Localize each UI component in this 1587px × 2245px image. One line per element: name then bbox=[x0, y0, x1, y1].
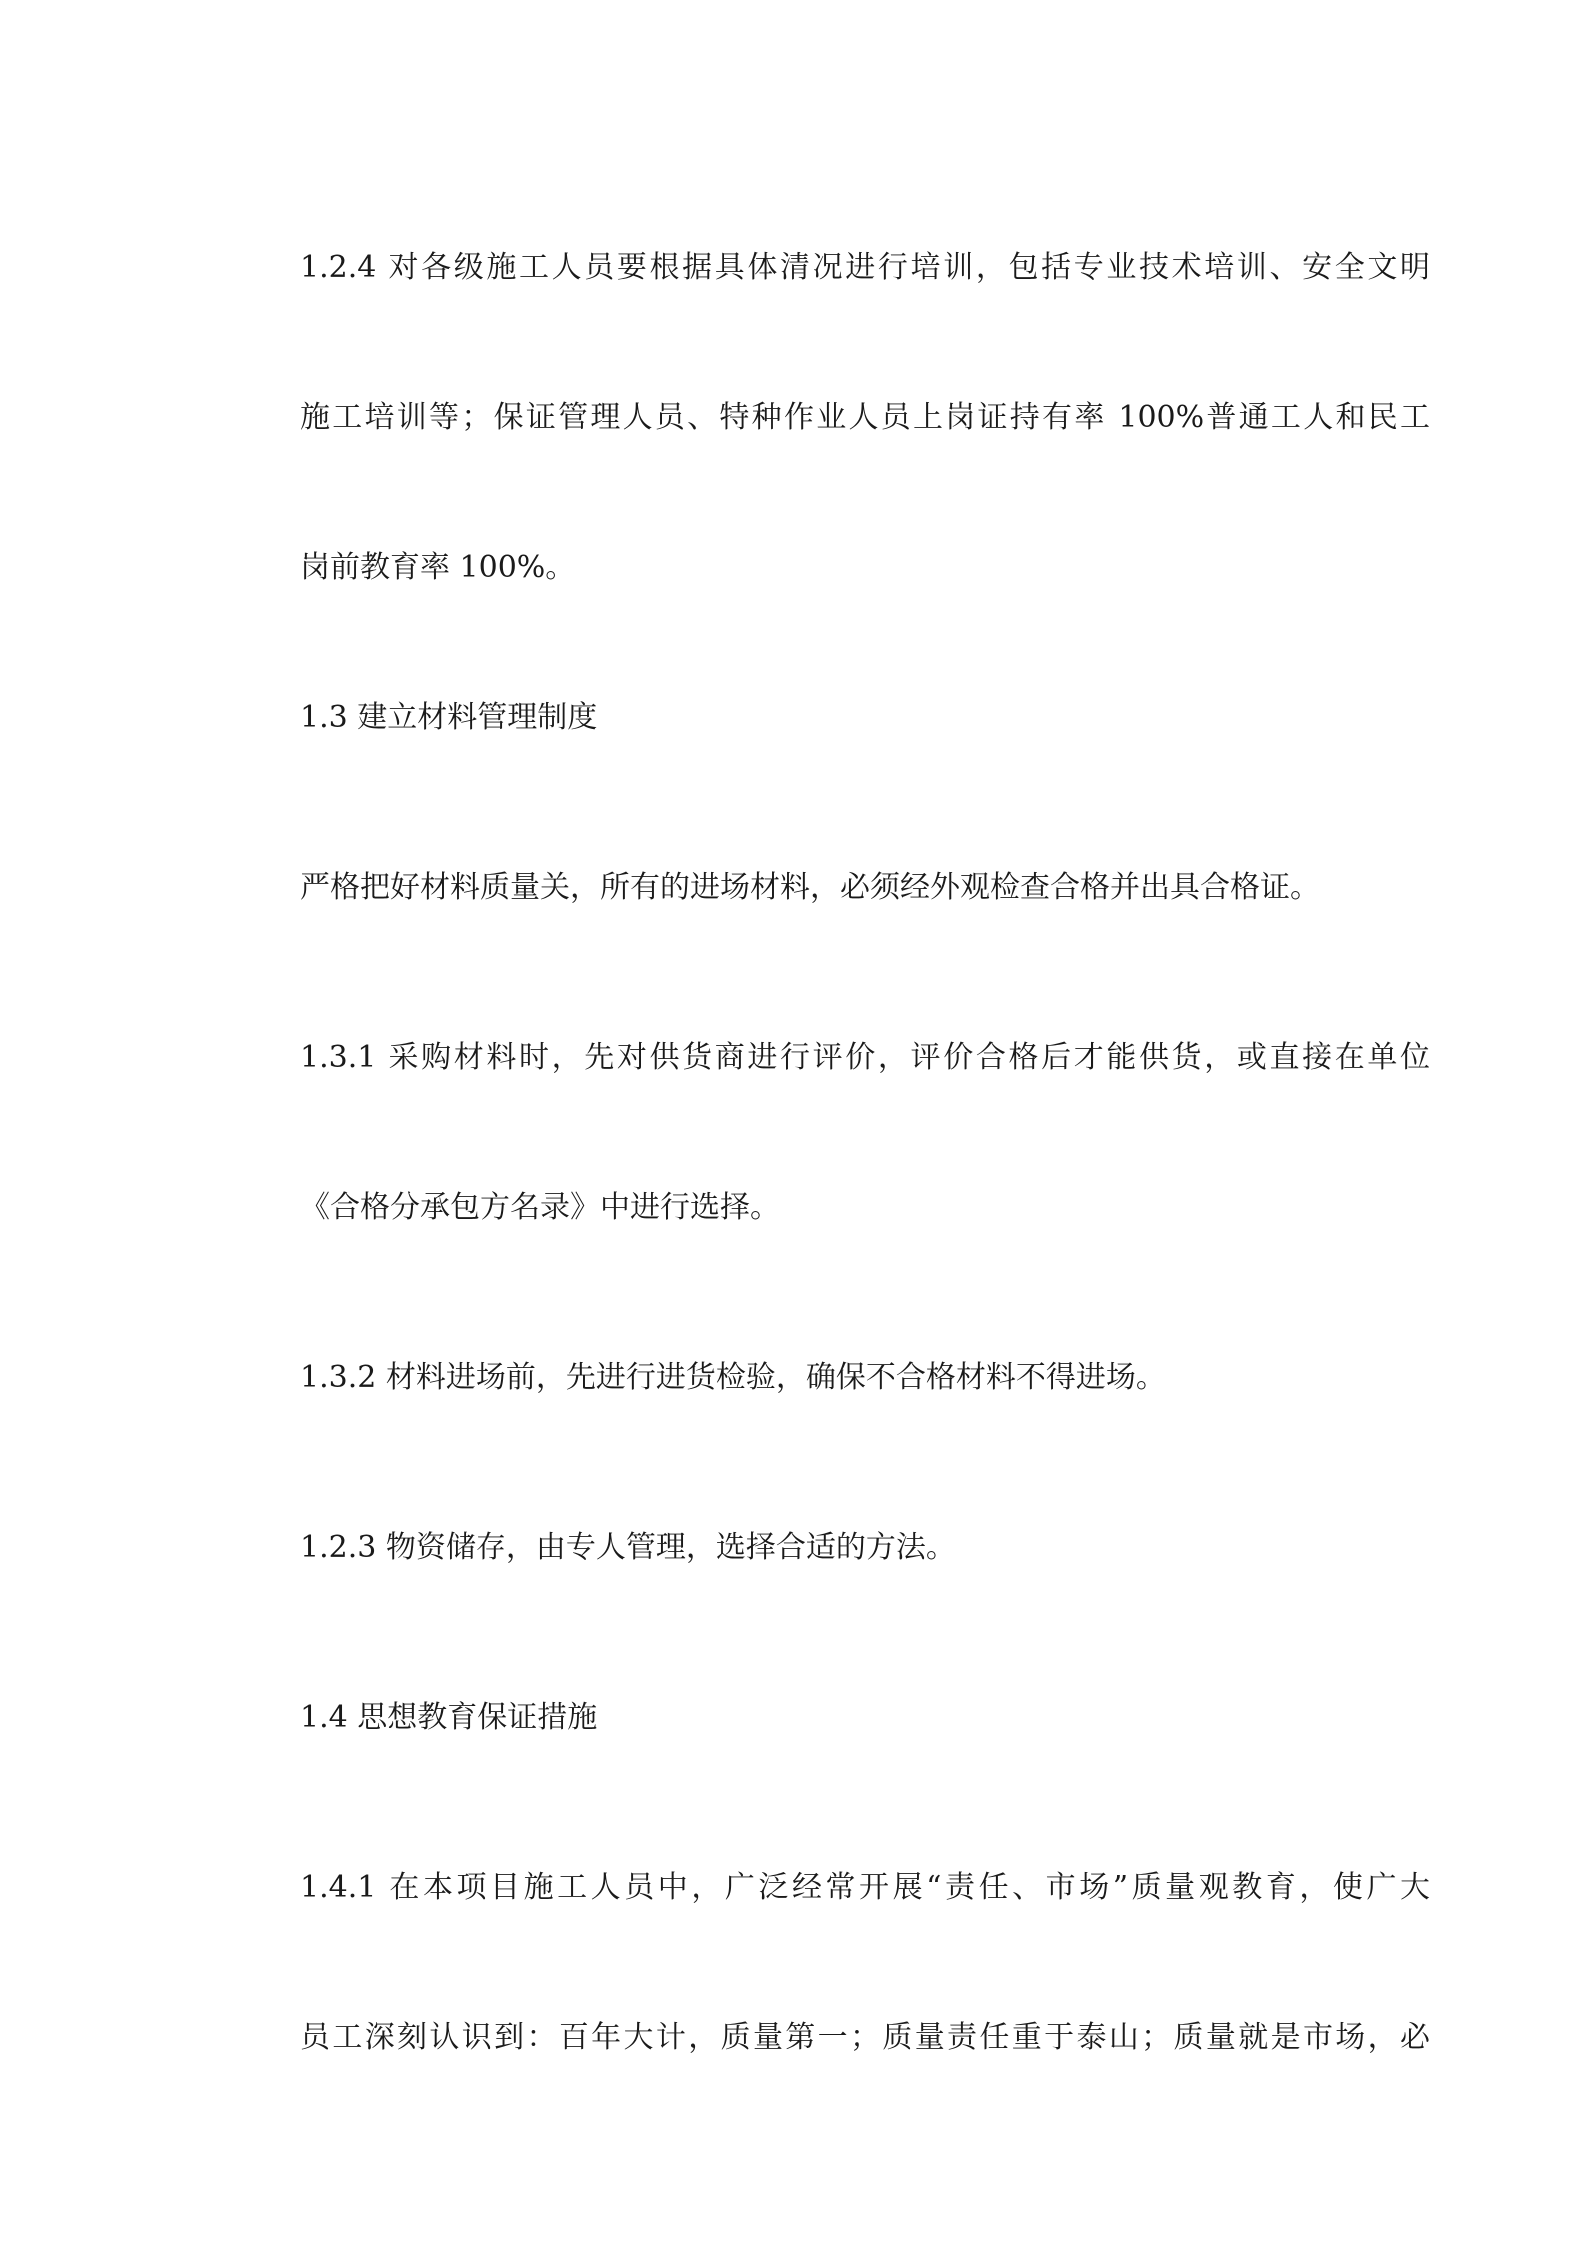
text-line-7: 《合格分承包方名录》中进行选择。 bbox=[300, 1190, 780, 1225]
text-line-5: 严格把好材料质量关，所有的进场材料，必须经外观检查合格并出具合格证。 bbox=[300, 870, 1320, 905]
text-line-8: 1.3.2 材料进场前，先进行进货检验，确保不合格材料不得进场。 bbox=[300, 1360, 1166, 1395]
section-heading-1-3: 1.3 建立材料管理制度 bbox=[300, 700, 598, 735]
section-heading-1-4: 1.4 思想教育保证措施 bbox=[300, 1700, 598, 1735]
text-line-3: 岗前教育率 100%。 bbox=[300, 550, 576, 585]
text-line-9: 1.2.3 物资储存，由专人管理，选择合适的方法。 bbox=[300, 1530, 956, 1565]
text-line-12: 员工深刻认识到：百年大计，质量第一；质量责任重于泰山；质量就是市场，必 bbox=[300, 2020, 1430, 2055]
text-line-6: 1.3.1 采购材料时，先对供货商进行评价，评价合格后才能供货，或直接在单位 bbox=[300, 1040, 1430, 1075]
text-line-11: 1.4.1 在本项目施工人员中，广泛经常开展“责任、市场”质量观教育，使广大 bbox=[300, 1870, 1430, 1905]
text-line-2: 施工培训等；保证管理人员、特种作业人员上岗证持有率 100%普通工人和民工 bbox=[300, 400, 1430, 435]
text-line-1: 1.2.4 对各级施工人员要根据具体清况进行培训，包括专业技术培训、安全文明 bbox=[300, 250, 1430, 285]
